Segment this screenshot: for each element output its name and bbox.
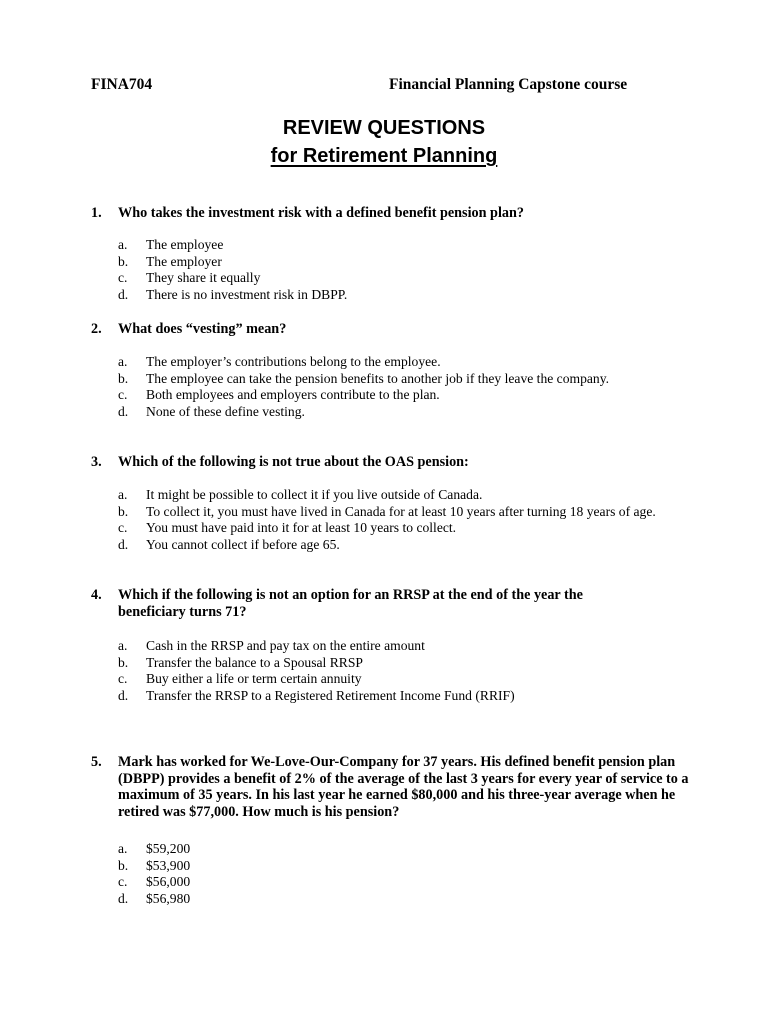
option-a (118, 487, 698, 504)
option-letter: b. (118, 654, 129, 670)
course-code: FINA704 (91, 76, 153, 93)
option-d (118, 688, 698, 705)
option-letter: d. (118, 403, 129, 419)
question-3-options (118, 487, 698, 553)
question-text: Which if the following is not an option for an RRSP at the end of the year the beneficiary turns 71? (118, 587, 583, 620)
option-letter: a. (118, 237, 128, 252)
question-text: What does “vesting” mean? (118, 321, 287, 337)
option-a (118, 237, 698, 254)
option-text: $56,980 (146, 890, 191, 906)
option-text: To collect it, you must have lived in Canada for at least 10 years after turning 18 years of age. (146, 503, 656, 519)
question-text: Which of the following is not true about the OAS pension: (118, 454, 469, 470)
option-c (118, 270, 698, 287)
option-letter: c. (118, 387, 128, 403)
option-c (118, 671, 698, 688)
question-2 (91, 321, 691, 338)
option-text: The employer (146, 253, 222, 269)
option-b (118, 655, 698, 672)
option-text: None of these define vesting. (146, 403, 305, 419)
option-a (118, 841, 698, 858)
option-letter: d. (118, 890, 129, 906)
option-letter: d. (118, 536, 129, 552)
question-5-options (118, 841, 698, 907)
option-b (118, 371, 698, 388)
option-text: You cannot collect if before age 65. (146, 536, 340, 552)
option-text: Cash in the RRSP and pay tax on the entire amount (146, 638, 425, 653)
option-c (118, 874, 698, 891)
question-5 (91, 754, 691, 820)
option-d (118, 891, 698, 908)
question-3 (91, 454, 691, 471)
option-a (118, 638, 698, 655)
option-text: The employer’s contributions belong to the employee. (146, 354, 441, 369)
option-letter: b. (118, 253, 129, 269)
document-title: REVIEW QUESTIONS (282, 117, 486, 139)
question-4-options (118, 638, 698, 704)
option-letter: c. (118, 270, 128, 286)
question-text: Who takes the investment risk with a defined benefit pension plan? (118, 205, 524, 221)
option-text: They share it equally (146, 270, 261, 286)
option-c (118, 387, 698, 404)
option-letter: b. (118, 857, 129, 873)
option-letter: a. (118, 841, 128, 856)
option-letter: c. (118, 874, 128, 890)
option-text: The employee (146, 237, 224, 252)
option-letter: a. (118, 354, 128, 369)
question-number: 3. (91, 454, 102, 470)
question-4 (91, 587, 631, 620)
option-text: $59,200 (146, 841, 191, 856)
question-1 (91, 205, 691, 222)
option-b (118, 254, 698, 271)
question-number: 5. (91, 754, 102, 770)
option-text: Buy either a life or term certain annuity (146, 671, 362, 687)
option-text: It might be possible to collect it if you live outside of Canada. (146, 487, 483, 502)
option-text: You must have paid into it for at least 10 years to collect. (146, 520, 457, 536)
option-letter: b. (118, 370, 129, 386)
option-text: Transfer the balance to a Spousal RRSP (146, 654, 363, 670)
option-letter: b. (118, 503, 129, 519)
document-subtitle-text: for Retirement Planning (270, 145, 498, 167)
question-number: 2. (91, 321, 102, 337)
option-letter: d. (118, 286, 129, 302)
question-number: 4. (91, 587, 102, 603)
option-letter: c. (118, 520, 128, 536)
document-subtitle (0, 142, 768, 170)
option-d (118, 404, 698, 421)
option-text: Both employees and employers contribute to the plan. (146, 387, 440, 403)
option-a (118, 354, 698, 371)
option-letter: d. (118, 687, 129, 703)
question-2-options (118, 354, 698, 420)
option-text: $53,900 (146, 857, 191, 873)
question-1-options (118, 237, 698, 303)
option-c (118, 520, 698, 537)
option-d (118, 537, 698, 554)
option-text: There is no investment risk in DBPP. (146, 286, 348, 302)
option-letter: c. (118, 671, 128, 687)
question-number: 1. (91, 205, 102, 221)
question-text: Mark has worked for We-Love-Our-Company for 37 years. His defined benefit pension plan (DBPP) provides a benefit of 2% of the average of the last 3 years for every year of service to a maximum of 35 years. In his last year he earned $80,000 and his three-year average when he retired was $77,000. How much is his pension? (118, 754, 689, 820)
option-b (118, 858, 698, 875)
course-name: Financial Planning Capstone course (389, 76, 628, 93)
option-letter: a. (118, 638, 128, 653)
option-text: Transfer the RRSP to a Registered Retirement Income Fund (RRIF) (146, 687, 515, 703)
option-text: $56,000 (146, 874, 191, 890)
option-text: The employee can take the pension benefits to another job if they leave the company. (146, 370, 610, 386)
option-d (118, 287, 698, 304)
option-letter: a. (118, 487, 128, 502)
option-b (118, 504, 698, 521)
